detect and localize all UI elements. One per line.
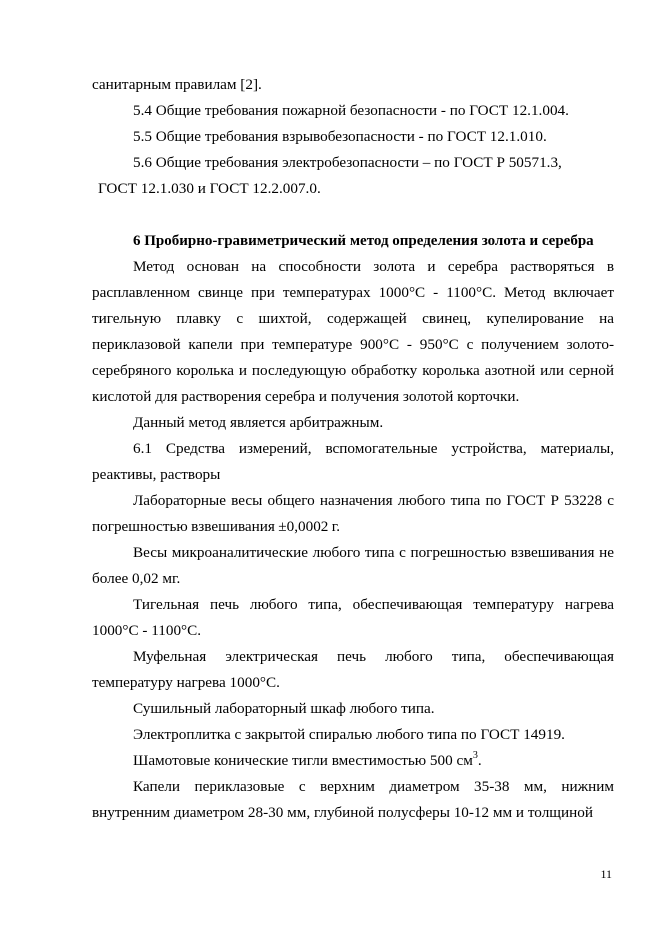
page-number: 11 xyxy=(600,867,612,881)
paragraph-sanitary-rules: санитарным правилам [2]. xyxy=(92,76,262,93)
paragraph-fireclay-crucibles xyxy=(92,748,614,774)
paragraph-arbitration-method: Данный метод является арбитражным. xyxy=(133,414,384,431)
paragraph-muffle-furnace: Муфельная электрическая печь любого типа, обеспечивающая температуру нагрева 1000°С. xyxy=(92,648,614,691)
paragraph-method-description: Метод основан на способности золота и серебра растворяться в расплавленном свинце при температурах 1000°С - 1100°С. Метод включает тигельную плавку с шихтой, содержащей свинец, купелирование на периклазовой капели при температуре 900°С - 950°С с получением золото-серебряного королька и последующую обработку королька азотной или серной кислотой для растворения серебра и получения золотой корточки. xyxy=(92,258,614,405)
crucible-capacity-text: Шамотовые конические тигли вместимостью 500 см xyxy=(133,752,473,769)
paragraph-measurement-tools: 6.1 Средства измерений, вспомогательные устройства, материалы, реактивы, растворы xyxy=(92,440,614,483)
paragraph-periclase-cupels: Капели периклазовые с верхним диаметром 35-38 мм, нижним внутренним диаметром 28-30 мм, глубиной полусферы 10-12 мм и толщиной xyxy=(92,778,614,821)
paragraph-electric-stove: Электроплитка с закрытой спиралью любого типа по ГОСТ 14919. xyxy=(133,726,565,743)
paragraph-electrical-safety-line-1: 5.6 Общие требования электробезопасности – по ГОСТ Р 50571.3, xyxy=(133,154,562,171)
paragraph-explosion-safety: 5.5 Общие требования взрывобезопасности - по ГОСТ 12.1.010. xyxy=(133,128,547,145)
cubic-superscript: 3 xyxy=(472,750,478,761)
document-body xyxy=(92,72,614,826)
sentence-period: . xyxy=(477,752,482,769)
paragraph-laboratory-scales: Лабораторные весы общего назначения любого типа по ГОСТ Р 53228 с погрешностью взвешивания ±0,0002 г. xyxy=(92,492,614,535)
paragraph-electrical-safety-line-2: ГОСТ 12.1.030 и ГОСТ 12.2.007.0. xyxy=(98,180,321,197)
paragraph-fire-safety: 5.4 Общие требования пожарной безопасности - по ГОСТ 12.1.004. xyxy=(133,102,569,119)
section-heading-method: 6 Пробирно-гравиметрический метод определения золота и серебра xyxy=(133,233,594,249)
paragraph-crucible-furnace: Тигельная печь любого типа, обеспечивающая температуру нагрева 1000°С - 1100°С. xyxy=(92,596,614,639)
paragraph-drying-cabinet: Сушильный лабораторный шкаф любого типа. xyxy=(133,700,435,717)
paragraph-microanalytical-scales: Весы микроаналитические любого типа с погрешностью взвешивания не более 0,02 мг. xyxy=(92,544,614,587)
